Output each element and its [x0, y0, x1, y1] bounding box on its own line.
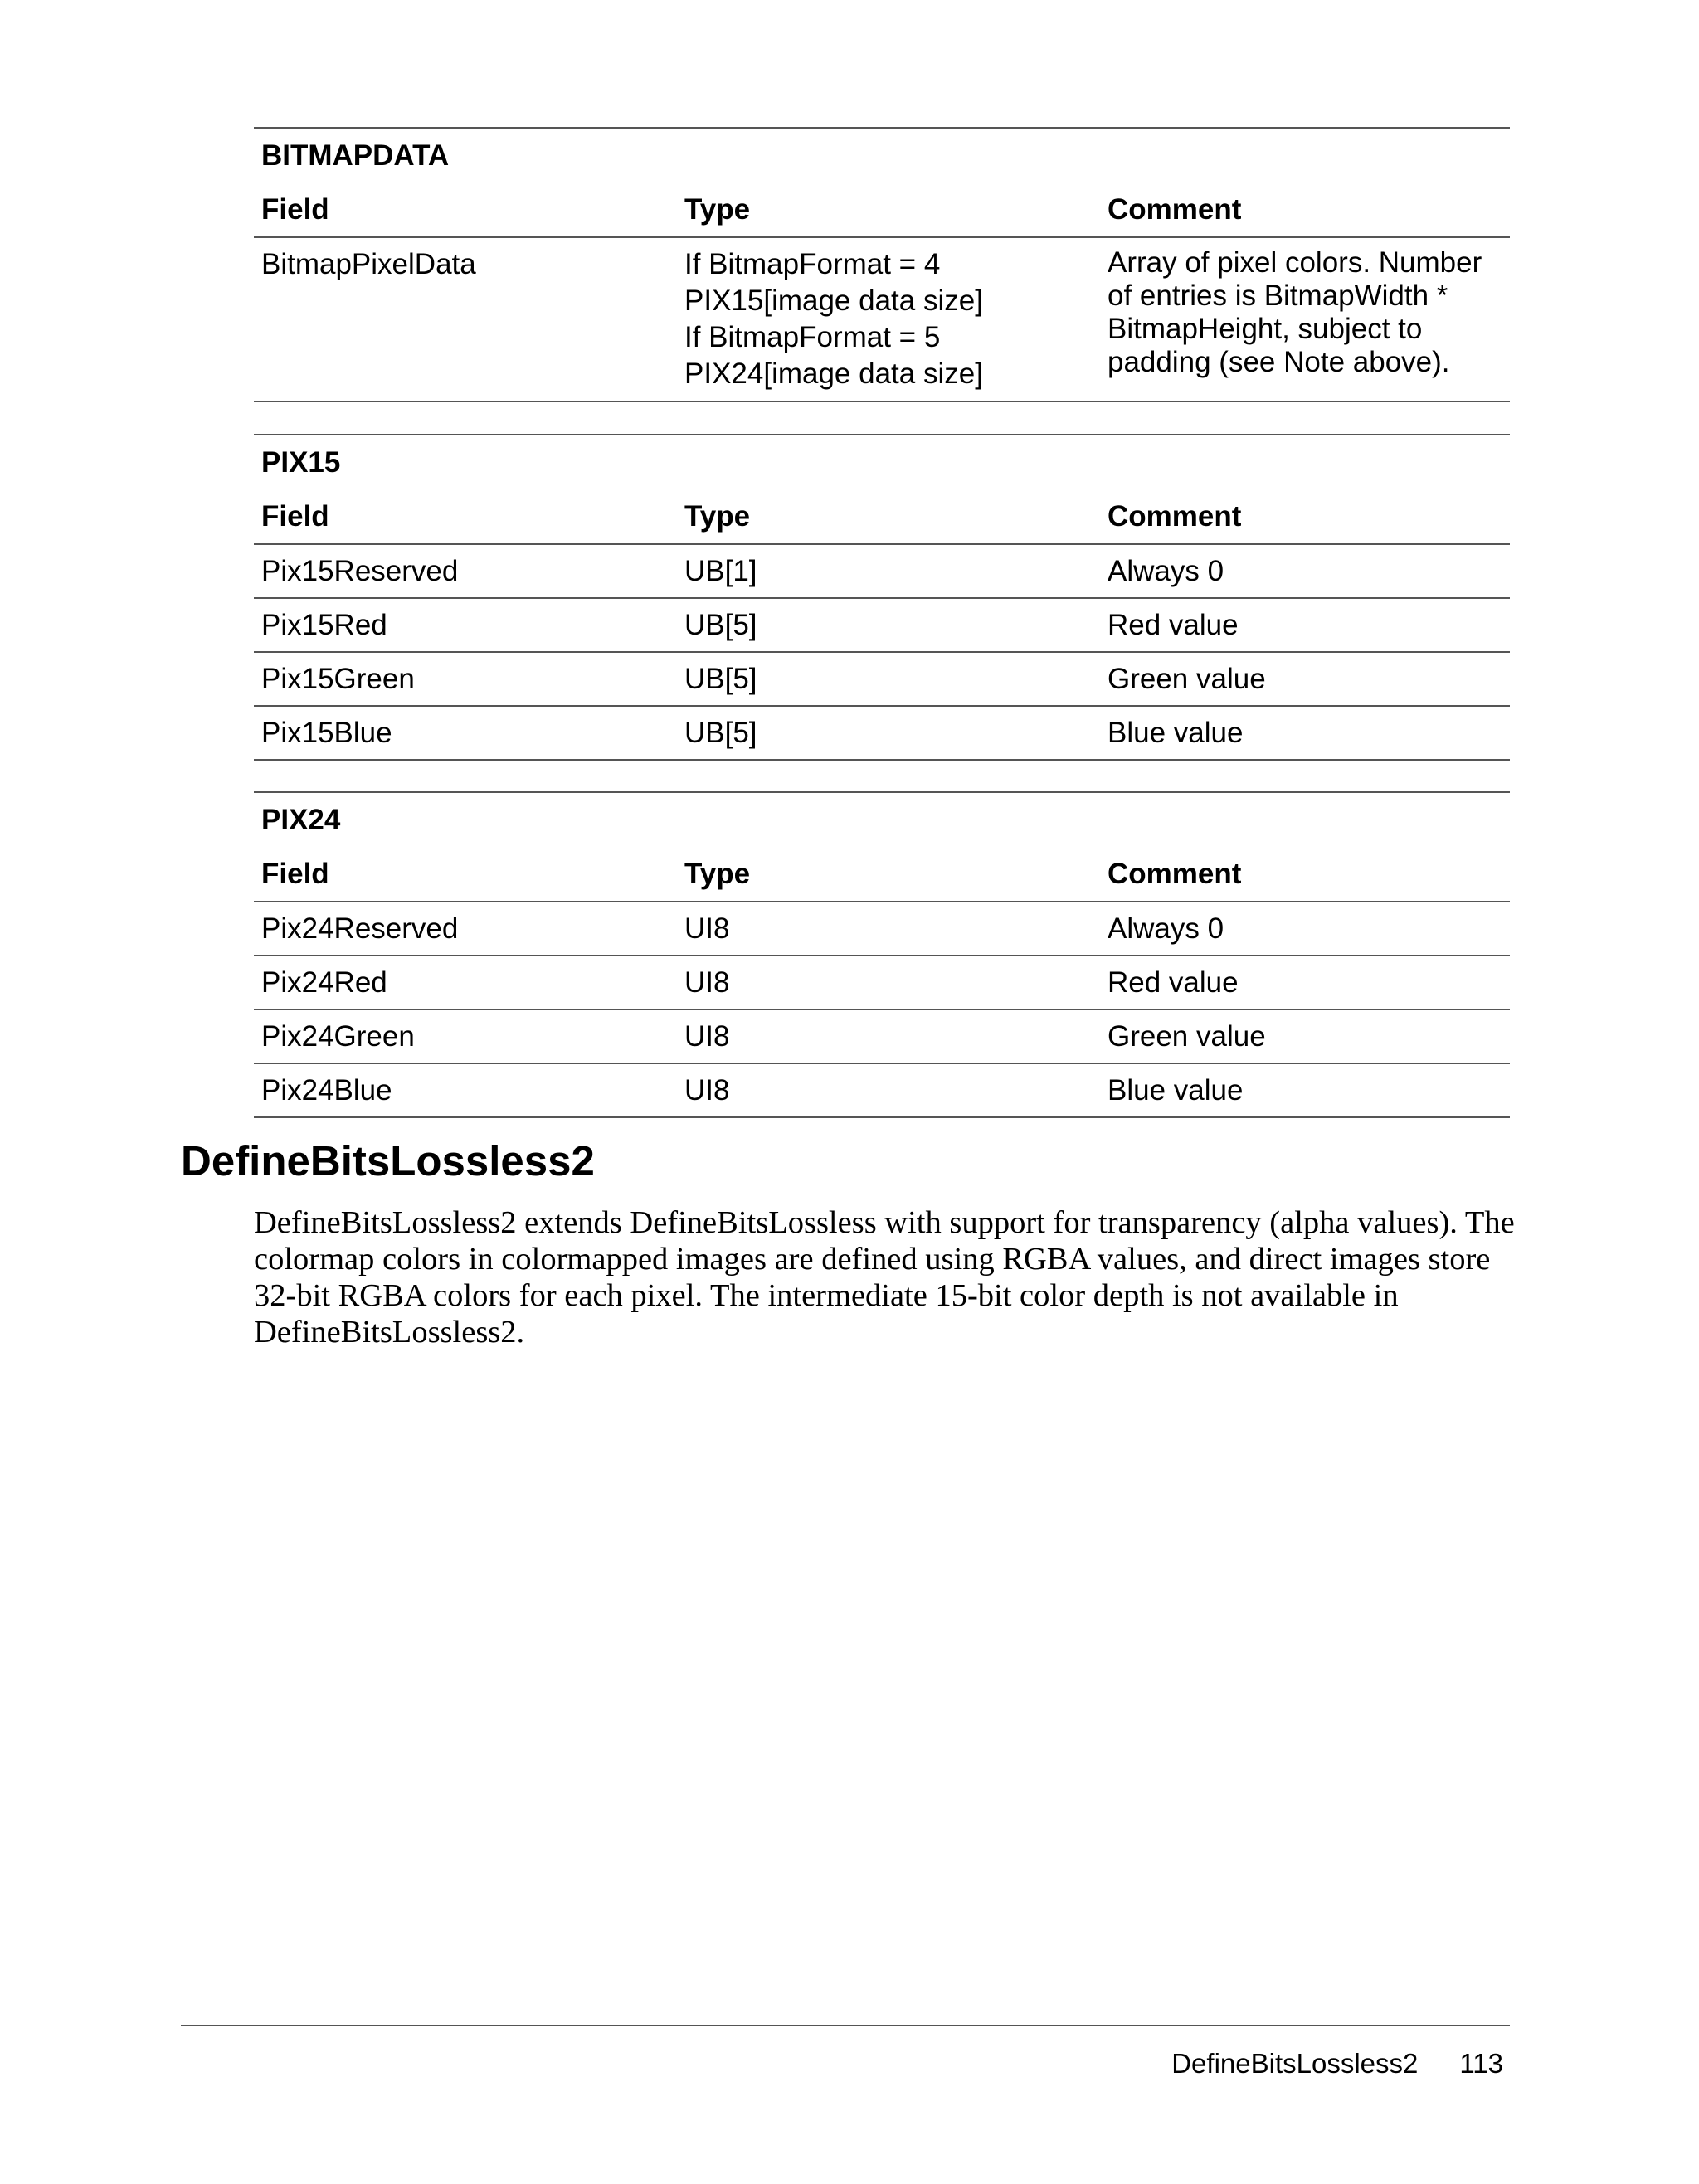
cell-field: Pix24Red [261, 966, 387, 999]
section-heading: DefineBitsLossless2 [181, 1137, 595, 1184]
cell-comment: Array of pixel colors. Number of entries is BitmapWidth * BitmapHeight, subject to padding (see Note above). [1108, 246, 1482, 378]
cell-field: Pix24Blue [261, 1073, 392, 1107]
cell-comment: Red value [1108, 608, 1239, 641]
table-header-row [254, 490, 1510, 545]
cell-field: Pix15Green [261, 662, 415, 695]
cell-field: Pix15Blue [261, 716, 392, 749]
page-number: 113 [1459, 2048, 1503, 2079]
table-row [254, 956, 1510, 1010]
cell-type: If BitmapFormat = 4 PIX15[image data size] If BitmapFormat = 5 PIX24[image data size] [684, 248, 983, 390]
cell-field: Pix15Red [261, 608, 387, 641]
cell-type: UB[5] [684, 608, 757, 641]
page-footer [1171, 2045, 1503, 2083]
footer-rule [181, 2025, 1510, 2026]
cell-field: BitmapPixelData [261, 248, 476, 280]
cell-type: UI8 [684, 1073, 730, 1107]
column-header-field: Field [261, 500, 329, 533]
table-header-row [254, 848, 1510, 902]
cell-field: Pix24Reserved [261, 912, 459, 945]
column-header-comment: Comment [1108, 858, 1242, 890]
section-body-paragraph: DefineBitsLossless2 extends DefineBitsLossless with support for transparency (alpha values). The colormap colors in colormapped images are defined using RGBA values, and direct images store 32-bit RGBA colors for each pixel. The intermediate 15-bit color depth is not available in DefineBitsLossless2. [254, 1205, 1515, 1350]
footer-title: DefineBitsLossless2 [1171, 2048, 1419, 2079]
cell-comment: Always 0 [1108, 912, 1224, 945]
table-title: PIX15 [261, 446, 341, 479]
cell-type: UB[1] [684, 554, 757, 587]
table-row [254, 599, 1510, 653]
cell-type: UI8 [684, 912, 730, 945]
column-header-comment: Comment [1108, 193, 1242, 226]
cell-comment: Blue value [1108, 1073, 1244, 1107]
bitmapdata-table [254, 127, 1510, 402]
cell-type: UI8 [684, 1019, 730, 1053]
column-header-field: Field [261, 193, 329, 226]
cell-field: Pix24Green [261, 1019, 415, 1053]
column-header-comment: Comment [1108, 500, 1242, 533]
cell-type: UB[5] [684, 662, 757, 695]
table-row [254, 1010, 1510, 1064]
cell-comment: Green value [1108, 1019, 1266, 1053]
cell-comment: Green value [1108, 662, 1266, 695]
table-row [254, 545, 1510, 599]
column-header-field: Field [261, 858, 329, 890]
cell-comment: Blue value [1108, 716, 1244, 749]
table-row [254, 1064, 1510, 1118]
column-header-type: Type [684, 500, 751, 533]
cell-type: UI8 [684, 966, 730, 999]
cell-type: UB[5] [684, 716, 757, 749]
column-header-type: Type [684, 858, 751, 890]
column-header-type: Type [684, 193, 751, 226]
pix15-table [254, 434, 1510, 761]
table-row [254, 902, 1510, 956]
pix24-table [254, 791, 1510, 1118]
cell-comment: Always 0 [1108, 554, 1224, 587]
table-row [254, 707, 1510, 761]
table-header-row [254, 183, 1510, 238]
table-row [254, 653, 1510, 707]
cell-comment: Red value [1108, 966, 1239, 999]
cell-field: Pix15Reserved [261, 554, 459, 587]
table-title: PIX24 [261, 804, 341, 836]
table-row [254, 238, 1510, 402]
table-title: BITMAPDATA [261, 139, 450, 172]
